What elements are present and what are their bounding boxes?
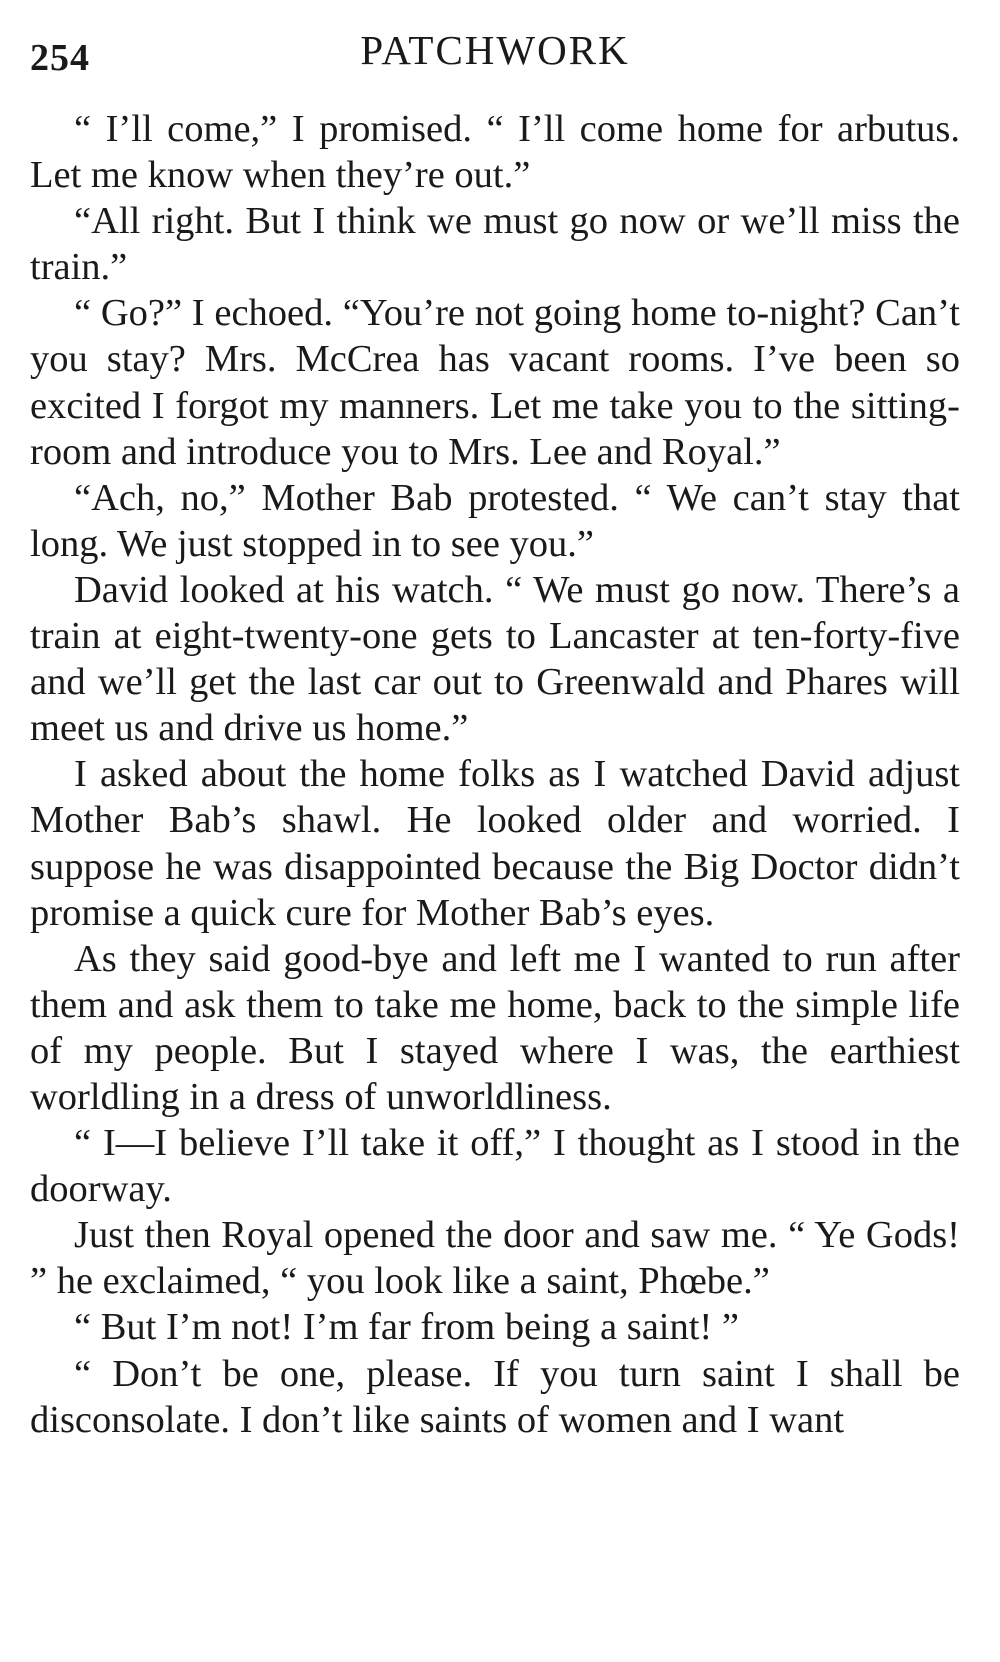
running-head: PATCHWORK: [360, 27, 630, 73]
page-header: [30, 26, 960, 86]
paragraph: “ I’ll come,” I promised. “ I’ll come home for arbutus. Let me know when they’re out.”: [30, 108, 960, 197]
paragraph: As they said good-bye and left me I wanted to run after them and ask them to take me home, back to the simple life of my people. But I stayed where I was, the earthiest worldling in a dress of unworldliness.: [30, 937, 960, 1118]
paragraph: “Ach, no,” Mother Bab protested. “ We can’t stay that long. We just stopped in to see you.”: [30, 476, 960, 565]
paragraph: “All right. But I think we must go now or we’ll miss the train.”: [30, 200, 960, 289]
paragraph: Just then Royal opened the door and saw me. “ Ye Gods! ” he exclaimed, “ you look like a saint, Phœbe.”: [30, 1214, 960, 1303]
paragraph: “ But I’m not! I’m far from being a saint! ”: [74, 1306, 739, 1349]
paragraph: David looked at his watch. “ We must go now. There’s a train at eight-twenty-one gets to Lancaster at ten-forty-five and we’ll get the last car out to Greenwald and Phares will meet us and drive us home.”: [30, 568, 960, 750]
paragraph: I asked about the home folks as I watched David adjust Mother Bab’s shawl. He looked older and worried. I suppose he was disappointed because the Big Doctor didn’t promise a quick cure for Mother Bab’s eyes.: [30, 753, 960, 934]
body-text: [30, 106, 960, 1443]
paragraph: “ Go?” I echoed. “You’re not going home to-night? Can’t you stay? Mrs. McCrea has vacant rooms. I’ve been so excited I forgot my manners. Let me take you to the sitting-room and introduce you to Mrs. Lee and Royal.”: [30, 292, 960, 473]
paragraph: “ Don’t be one, please. If you turn saint I shall be disconsolate. I don’t like saints of women and I want: [30, 1352, 960, 1441]
paragraph: “ I—I believe I’ll take it off,” I thought as I stood in the doorway.: [30, 1122, 960, 1211]
page-number: 254: [30, 37, 90, 79]
